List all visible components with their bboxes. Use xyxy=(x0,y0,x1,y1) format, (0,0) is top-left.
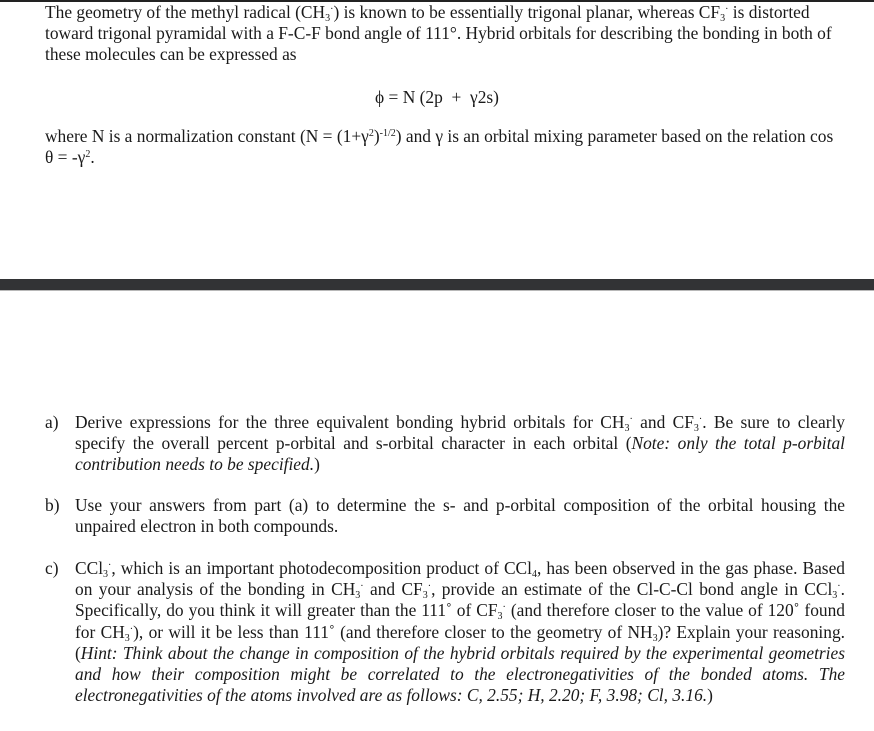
question-label: b) xyxy=(45,495,60,515)
subscript: 3 xyxy=(355,590,361,602)
question-text: and CF xyxy=(363,579,423,600)
where-text: ) xyxy=(373,126,380,146)
question-text: . Specifically, do you think it will greater than the 111˚ of CF xyxy=(75,579,845,621)
radical-dot: · xyxy=(360,581,364,593)
intro-text: The geometry of the methyl radical (CH xyxy=(45,2,326,22)
normalization-paragraph xyxy=(45,126,835,168)
question-text: Derive expressions for the three equivalent bonding hybrid orbitals for CH xyxy=(75,412,625,432)
question-body xyxy=(75,495,845,537)
radical-dot: · xyxy=(837,581,841,593)
page-divider-shadow xyxy=(0,290,874,291)
question-text: , which is an important photodecomposition product of CCl xyxy=(111,558,532,578)
radical-dot: · xyxy=(330,4,334,15)
question-body xyxy=(75,558,845,706)
formula-expression: N (2p + γ2s) xyxy=(402,87,499,107)
question-text: ) xyxy=(314,454,320,475)
question-text: and CF xyxy=(632,412,694,432)
subscript: 3 xyxy=(103,569,109,580)
intro-text: ) is known to be essentially trigonal planar, whereas CF xyxy=(333,2,721,22)
hybrid-orbital-formula xyxy=(0,86,874,108)
question-hint: Hint: Think about the change in composition of the hybrid orbitals required by the experimental geometries and how their composition might be correlated to the electronegativities of the bonded atoms. The electronegativities of the atoms involved are as follows: C, 2.55; H, 2.20; F, 3.98; Cl, 3.16. xyxy=(75,642,845,706)
intro-paragraph xyxy=(45,2,835,65)
question-text: ) xyxy=(707,685,713,706)
page-divider-bar xyxy=(0,279,874,290)
question-text: ), or will it be less than 111˚ (and therefore closer to the geometry of NH xyxy=(133,621,653,642)
subscript: 4 xyxy=(531,569,537,580)
question-c xyxy=(45,558,845,706)
where-text: where N is a normalization constant (N = (1+γ xyxy=(45,126,369,146)
phi-symbol: ϕ xyxy=(375,87,385,107)
subscript: 3 xyxy=(124,632,130,644)
radical-dot: · xyxy=(725,4,729,15)
question-note: Note: only the total p-orbital contribution needs to be specified. xyxy=(75,433,845,475)
subscript: 3 xyxy=(652,632,658,644)
radical-dot: · xyxy=(502,602,506,614)
superscript: -1/2 xyxy=(379,128,396,139)
radical-dot: · xyxy=(108,560,112,571)
subscript: 3 xyxy=(832,590,838,602)
radical-dot: · xyxy=(698,414,703,425)
question-text: . Be sure to clearly specify the overall percent p-orbital and s-orbital character in each orbital ( xyxy=(75,412,846,454)
subscript: 3 xyxy=(693,423,699,434)
question-text: (and therefore closer to the value of 120˚ found for CH xyxy=(75,600,845,642)
question-label: a) xyxy=(45,412,59,432)
subscript: 3 xyxy=(497,611,503,623)
question-text: )? Explain your reasoning. ( xyxy=(75,621,845,663)
question-text: CCl xyxy=(75,558,104,578)
subscript: 3 xyxy=(325,13,331,24)
radical-dot: · xyxy=(427,581,432,593)
radical-dot: · xyxy=(129,623,134,635)
where-text: ) and γ is an orbital mixing parameter based on the relation cos θ = -γ xyxy=(45,126,834,167)
question-body xyxy=(75,412,845,476)
question-b xyxy=(45,495,845,537)
superscript: 2 xyxy=(368,128,374,139)
question-text: , has been observed in the gas phase. Based on your analysis of the bonding in CH xyxy=(75,558,845,600)
intro-text: is distorted toward trigonal pyramidal with a F-C-F bond angle of 111°. Hybrid orbitals for describing the bonding in both of these molecules can be expressed as xyxy=(45,2,832,64)
subscript: 3 xyxy=(624,423,630,434)
equals-sign: = xyxy=(384,87,403,107)
question-label: c) xyxy=(45,558,59,578)
subscript: 3 xyxy=(720,13,726,24)
question-text: , provide an estimate of the Cl-C-Cl bond angle in CCl xyxy=(431,579,833,600)
where-text: . xyxy=(90,147,95,167)
superscript: 2 xyxy=(85,149,91,160)
radical-dot: · xyxy=(629,414,633,425)
question-text: Use your answers from part (a) to determine the s- and p-orbital composition of the orbital housing the unpaired electron in both compounds. xyxy=(75,495,845,537)
question-a xyxy=(45,412,845,476)
subscript: 3 xyxy=(422,590,428,602)
